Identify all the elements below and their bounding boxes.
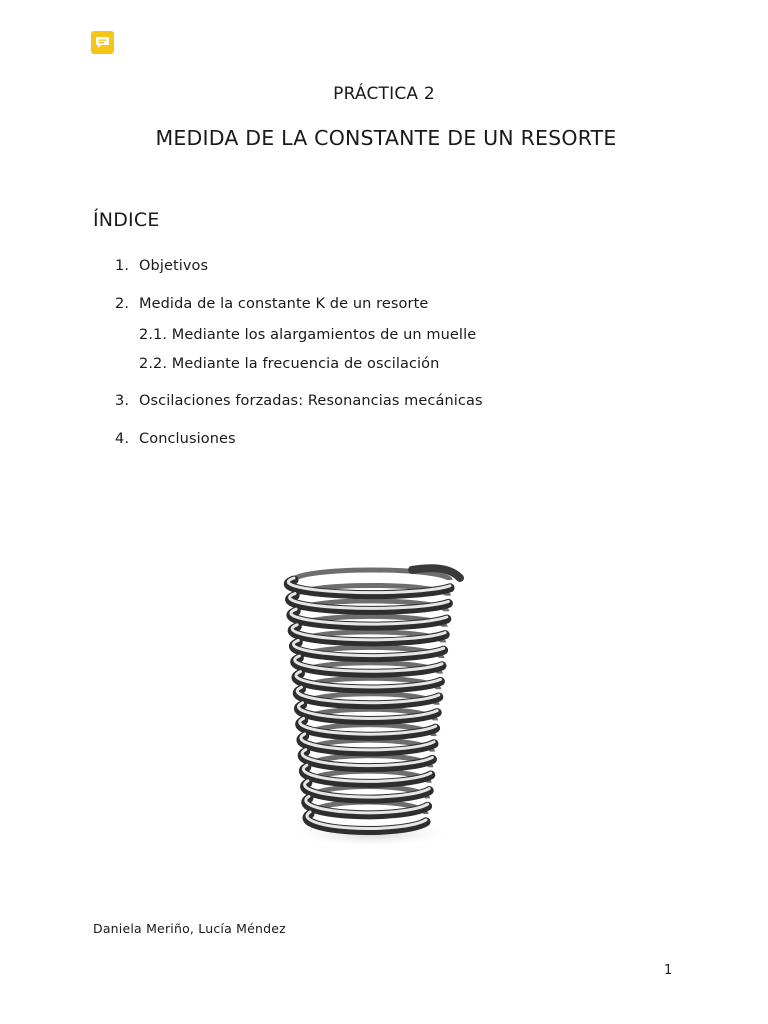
toc-item-label: Objetivos bbox=[139, 258, 209, 274]
toc-item-label: Oscilaciones forzadas: Resonancias mecánicas bbox=[139, 393, 483, 409]
toc-item-label: Medida de la constante K de un resorte bbox=[139, 296, 429, 312]
practice-label: PRÁCTICA 2 bbox=[333, 84, 435, 104]
page-title: MEDIDA DE LA CONSTANTE DE UN RESORTE bbox=[155, 126, 617, 150]
toc-item-label: 2.2. Mediante la frecuencia de oscilación bbox=[139, 356, 440, 372]
page-number: 1 bbox=[664, 963, 673, 978]
toc-item-number: 4. bbox=[115, 431, 130, 447]
toc-item-number: 3. bbox=[115, 393, 130, 409]
toc-item-number: 2. bbox=[115, 296, 130, 312]
toc-item-label: 2.1. Mediante los alargamientos de un muelle bbox=[139, 327, 477, 343]
index-heading: ÍNDICE bbox=[93, 209, 160, 231]
footer-authors: Daniela Meriño, Lucía Méndez bbox=[93, 921, 286, 936]
toc-item-number: 1. bbox=[115, 258, 130, 274]
comment-icon[interactable] bbox=[91, 31, 114, 54]
spring-image bbox=[262, 552, 484, 852]
toc-item-label: Conclusiones bbox=[139, 431, 236, 447]
